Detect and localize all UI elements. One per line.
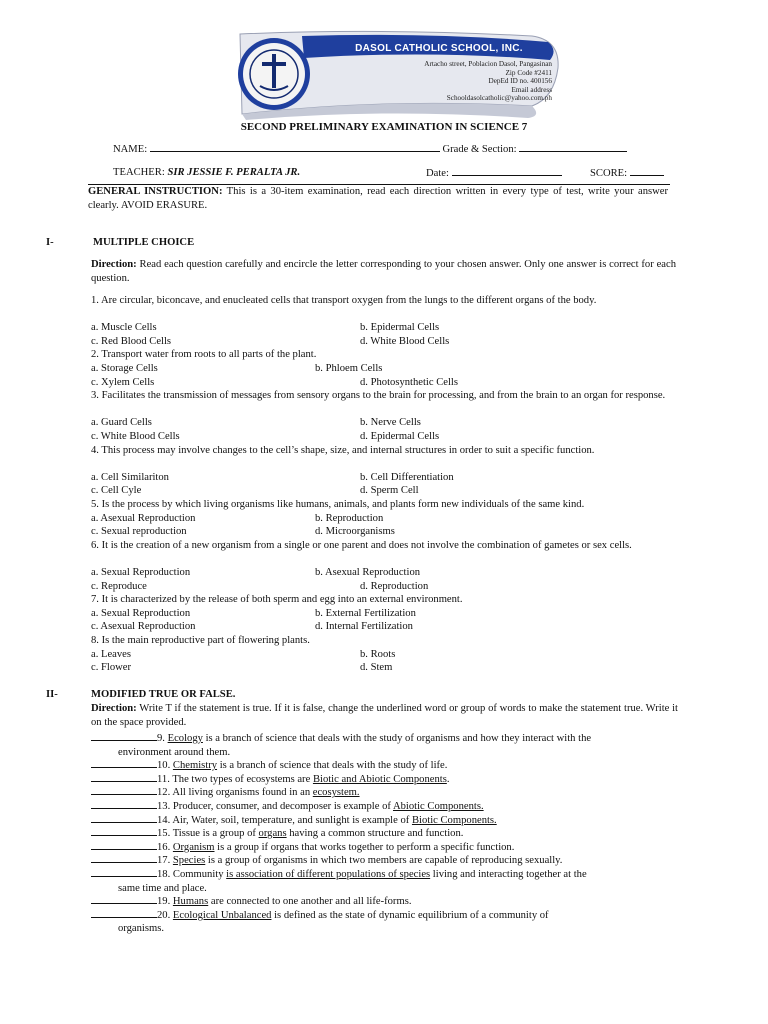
- underlined-term: Organism: [172, 841, 215, 853]
- answer-option[interactable]: b. Epidermal Cells: [360, 322, 440, 334]
- name-label: NAME:: [113, 144, 148, 155]
- section-2-numeral: II-: [46, 689, 58, 700]
- item-number: 14.: [157, 814, 171, 826]
- answer-blank[interactable]: [91, 852, 157, 863]
- statement-text: are connected to one another and all life-forms.: [208, 896, 412, 908]
- answer-option[interactable]: d. White Blood Cells: [360, 335, 450, 347]
- statement-text: Air, Water, soil, temperature, and sunlight is example of: [170, 814, 412, 826]
- answer-option[interactable]: c. Flower: [91, 662, 132, 674]
- address-line: Email address: [511, 85, 552, 94]
- answer-option[interactable]: b. Nerve Cells: [360, 417, 421, 429]
- exam-title: SECOND PRELIMINARY EXAMINATION IN SCIENCE 7: [240, 121, 528, 133]
- answer-option[interactable]: a. Sexual Reproduction: [91, 607, 191, 619]
- underlined-term: ecosystem.: [312, 787, 360, 799]
- section-2-title: MODIFIED TRUE OR FALSE.: [91, 689, 236, 700]
- item-number: 10.: [157, 760, 171, 772]
- answer-option[interactable]: b. Asexual Reproduction: [315, 567, 421, 578]
- answer-blank[interactable]: [91, 825, 157, 836]
- item-number: 15.: [157, 828, 171, 840]
- score-label: SCORE:: [590, 168, 628, 179]
- answer-option[interactable]: b. Cell Differentiation: [360, 471, 454, 483]
- school-header-banner: [232, 28, 562, 120]
- answer-blank[interactable]: [91, 798, 157, 809]
- answer-blank[interactable]: [91, 730, 157, 741]
- underlined-term: is association of different populations of species: [226, 869, 431, 880]
- answer-option[interactable]: a. Cell Similariton: [91, 471, 169, 483]
- answer-option[interactable]: d. Reproduction: [360, 580, 429, 592]
- name-row: [113, 142, 627, 157]
- date-row: [426, 166, 562, 181]
- statement-text: same time and place.: [118, 882, 207, 894]
- item-number: 11.: [157, 773, 170, 785]
- answer-option[interactable]: c. Sexual reproduction: [91, 526, 187, 538]
- answer-blank[interactable]: [91, 839, 157, 850]
- answer-blank[interactable]: [91, 893, 157, 904]
- statement-text: .: [446, 773, 450, 785]
- item-number: 18.: [157, 869, 171, 880]
- question-text: 1. Are circular, biconcave, and enucleated cells that transport oxygen from the lungs to the different organs of the body.: [91, 295, 597, 306]
- statement-text: having a common structure and function.: [286, 828, 464, 840]
- answer-option[interactable]: a. Guard Cells: [91, 417, 152, 429]
- question-text: 4. This process may involve changes to the cell’s shape, size, and internal structures in order to suit a specific function.: [91, 444, 595, 456]
- statement-text: Producer, consumer, and decomposer is example of: [170, 801, 393, 812]
- question-text: 7. It is characterized by the release of both sperm and egg into an external environment.: [91, 594, 463, 606]
- direction-text: Read each question carefully and encircle the letter corresponding to your chosen answer. Only one answer is correct for each question.: [91, 259, 676, 284]
- statement-text: is a branch of science that deals with the study of organisms and how they interact with the: [202, 733, 592, 744]
- score-field[interactable]: [630, 166, 664, 176]
- statement-text: Tissue is a group of: [170, 828, 259, 840]
- date-field[interactable]: [452, 166, 562, 176]
- answer-option[interactable]: a. Muscle Cells: [91, 322, 157, 334]
- underlined-term: Species: [172, 855, 206, 867]
- general-instruction-text: This is a 30-item examination, read each direction written in every type of test, write your answer clearly. AVOID ERASURE.: [88, 186, 668, 211]
- answer-option[interactable]: c. White Blood Cells: [91, 431, 180, 442]
- answer-option[interactable]: c. Red Blood Cells: [91, 335, 172, 347]
- answer-option[interactable]: a. Storage Cells: [91, 363, 158, 374]
- score-row: [590, 166, 664, 181]
- answer-option[interactable]: c. Xylem Cells: [91, 376, 155, 388]
- date-label: Date:: [426, 168, 449, 179]
- question-text: 3. Facilitates the transmission of messages from sensory organs to the brain for processing, and from the brain to an organ for response.: [91, 390, 666, 402]
- item-number: 16.: [157, 841, 171, 853]
- address-line: DepEd ID no. 400156: [488, 77, 552, 86]
- school-name: DASOL CATHOLIC SCHOOL, INC.: [355, 43, 523, 54]
- answer-option[interactable]: b. External Fertilization: [315, 607, 416, 619]
- underlined-term: Abiotic Components.: [392, 801, 484, 812]
- teacher-label: TEACHER:: [113, 167, 165, 178]
- answer-blank[interactable]: [91, 907, 157, 918]
- answer-option[interactable]: d. Sperm Cell: [360, 485, 419, 497]
- answer-option[interactable]: d. Epidermal Cells: [360, 431, 440, 442]
- statement-text: Community: [170, 869, 227, 880]
- true-false-item: [91, 730, 678, 759]
- item-number: 17.: [157, 855, 171, 867]
- underlined-term: Humans: [172, 896, 209, 908]
- answer-option[interactable]: b. Phloem Cells: [315, 363, 383, 374]
- item-number: 19.: [157, 896, 171, 908]
- answer-option[interactable]: d. Photosynthetic Cells: [360, 376, 458, 388]
- true-false-item: [91, 866, 678, 895]
- section-2-direction: [91, 702, 678, 729]
- underlined-term: Ecological Unbalanced: [172, 909, 272, 921]
- answer-blank[interactable]: [91, 757, 157, 768]
- statement-text: is a group if organs that works together to perform a specific function.: [214, 841, 515, 853]
- name-field[interactable]: [150, 142, 440, 152]
- statement-text: environment around them.: [118, 746, 231, 758]
- underlined-term: Chemistry: [172, 760, 218, 772]
- item-number: 20.: [157, 909, 171, 921]
- direction-label: Direction:: [91, 703, 137, 714]
- teacher-name: SIR JESSIE F. PERALTA JR.: [167, 167, 301, 178]
- underlined-term: Biotic and Abiotic Components: [312, 773, 447, 785]
- address-line: Schooldasolcatholic@yahoo.com.ph: [446, 94, 552, 103]
- question-text: 2. Transport water from roots to all parts of the plant.: [91, 349, 317, 361]
- item-number: 12.: [157, 787, 171, 799]
- answer-option[interactable]: d. Stem: [360, 662, 393, 674]
- answer-option[interactable]: a. Asexual Reproduction: [91, 512, 196, 524]
- section-1-numeral: I-: [46, 237, 54, 248]
- underlined-term: Ecology: [167, 733, 203, 744]
- statement-text: is a branch of science that deals with the study of life.: [217, 760, 448, 772]
- teacher-row: [113, 166, 300, 180]
- true-false-item: [91, 907, 678, 936]
- answer-option[interactable]: c. Reproduce: [91, 580, 147, 592]
- answer-option[interactable]: d. Microorganisms: [315, 526, 395, 538]
- address-line: Zip Code #2411: [505, 68, 552, 77]
- answer-option[interactable]: d. Internal Fertilization: [315, 621, 413, 633]
- direction-label: Direction:: [91, 259, 137, 270]
- grade-section-label: Grade & Section:: [442, 144, 517, 155]
- grade-section-field[interactable]: [519, 142, 627, 152]
- answer-option[interactable]: c. Cell Cyle: [91, 485, 142, 497]
- direction-text: Write T if the statement is true. If it is false, change the underlined word or group of words to make the statement true. Write it on the space provided.: [91, 703, 678, 728]
- statement-text: All living organisms found in an: [170, 787, 313, 799]
- statement-text: is a group of organisms in which two members are capable of reproducing sexually.: [205, 855, 563, 867]
- question-text: 5. Is the process by which living organisms like humans, animals, and plants form new individuals of the same kind.: [91, 499, 585, 510]
- general-instruction-label: GENERAL INSTRUCTION:: [88, 186, 223, 197]
- statement-text: living and interacting together at the: [430, 869, 587, 880]
- underlined-term: Biotic Components.: [411, 814, 497, 826]
- item-number: 13.: [157, 801, 171, 812]
- statement-text: is defined as the state of dynamic equilibrium of a community of: [271, 909, 549, 921]
- answer-blank[interactable]: [91, 812, 157, 823]
- question-text: 8. Is the main reproductive part of flowering plants.: [91, 635, 310, 646]
- address-line: Artacho street, Poblacion Dasol, Pangasinan: [424, 60, 552, 68]
- answer-blank[interactable]: [91, 866, 157, 877]
- answer-option[interactable]: b. Reproduction: [315, 512, 384, 524]
- statement-text: The two types of ecosystems are: [169, 773, 313, 785]
- section-1-direction: [91, 258, 676, 285]
- answer-option[interactable]: c. Asexual Reproduction: [91, 621, 196, 633]
- answer-option[interactable]: a. Sexual Reproduction: [91, 567, 191, 578]
- answer-option[interactable]: a. Leaves: [91, 648, 131, 660]
- section-1-title: MULTIPLE CHOICE: [93, 237, 195, 248]
- question-text: 6. It is the creation of a new organism from a single or one parent and does not involve the combination of gametes or sex cells.: [91, 539, 632, 551]
- general-instruction: [88, 185, 668, 212]
- statement-text: organisms.: [118, 923, 165, 935]
- answer-option[interactable]: b. Roots: [360, 648, 396, 660]
- school-address: [342, 60, 552, 103]
- answer-blank[interactable]: [91, 784, 157, 795]
- underlined-term: organs: [258, 828, 287, 840]
- item-number: 9.: [157, 733, 165, 744]
- answer-blank[interactable]: [91, 771, 157, 782]
